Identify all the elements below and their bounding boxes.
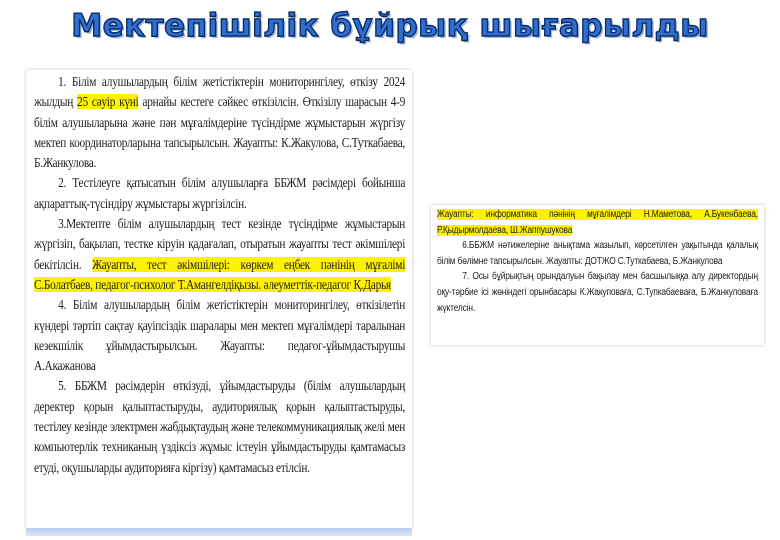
order-item-1-text-b: арнайы кестеге сәйкес өткізілсін. Өткізілу шарасын 4-9 білім алушыларына және пән мұғалімдеріне түсіндірме жұмыстарын жүргізу мектеп координаторларына тапсырылсын. Жауапты: К.Жакулова, С.Туткабаева, Б.Жанкулова. bbox=[34, 94, 406, 171]
order-item-6: 6.ББЖМ нәтижелеріне анықтама жазылып, көрсетілген уақытында қалалық білім бөлімне тапсырылсын. Жауапты: ДОТЖО С.Туткабаева, Б.Жанкулова bbox=[437, 240, 758, 267]
order-page-right bbox=[431, 205, 764, 345]
order-item-5: 5. ББЖМ рәсімдерін өткізуді, ұйымдастыруды (білім алушылардың деректер қорын қалыптастыруды, аудиториялық қорын қалыптастыруды, тестілеу кезінде электрмен жабдықтаудың және телекоммуникациялық желі мен компьютерлік техниканың үздіксіз жұмыс істеуін ұйымдастыруды қамтамасыз етуді, оқушыларды аудиторияға кіргізу) қамтамасыз етілсін. bbox=[34, 378, 406, 475]
order-item-1 bbox=[34, 72, 405, 173]
order-page-left bbox=[26, 70, 412, 528]
order-item-3 bbox=[34, 214, 405, 295]
order-item-1-text-a: 1. Білім алушылардың білім жетістіктерін мониторингілеу, өткізу 2024 жылдың bbox=[34, 74, 406, 110]
order-item-1-highlight: 25 сәуір күні bbox=[77, 94, 139, 110]
order-item-3-highlight: Жауапты, тест әкімшілері: көркем еңбек пәнінің мұғалімі С.Болатбаев, педагог-психолог Т.Амангелдіқызы. әлеуметтік-педагог Қ.Дарья bbox=[34, 256, 406, 292]
slide-title: Мектепішілік бұйрық шығарылды bbox=[71, 8, 709, 44]
order-item-2: 2. Тестілеуге қатысатын білім алушыларға ББЖМ рәсімдері бойынша ақпараттық-түсіндіру жұмыстары жүргізілсін. bbox=[34, 175, 406, 211]
order-item-7: 7. Осы бұйрықтың орындалуын бақылау мен басшылыққа алу директордың оқу-тәрбие ісі жөніндегі орынбасары К.Жакуповаға, С.Тупкабаеваға, Б.Жанкуловаға жүктелсін. bbox=[437, 271, 758, 314]
order-item-4: 4. Білім алушылардың білім жетістіктерін мониторингілеу, өткізілетін күндері тәртіп сақтау қауіпсіздік шаралары мен мектеп мұғалімдері таралынан кезекшілік ұйымдастырылсын. Жауапты: педагог-ұйымдастырушы А.Акажанова bbox=[34, 297, 406, 374]
order-item-5-highlight: Жауапты: информатика пәнінің мұғалімдері Н.Маметова, А.Букенбаева, Р.Қыдырмолдаева, Ш.Жаппушукова bbox=[437, 209, 758, 236]
order-item-3-text-a: 3.Мектепте білім алушылардың тест кезінде түсіндірме жұмыстарын жүргізіп, бақылап, тестке кіруін қадағалап, отыратын жауапты тест әкімшілерi бекітілсін. bbox=[34, 216, 406, 272]
order-item-5-continued bbox=[437, 207, 758, 238]
